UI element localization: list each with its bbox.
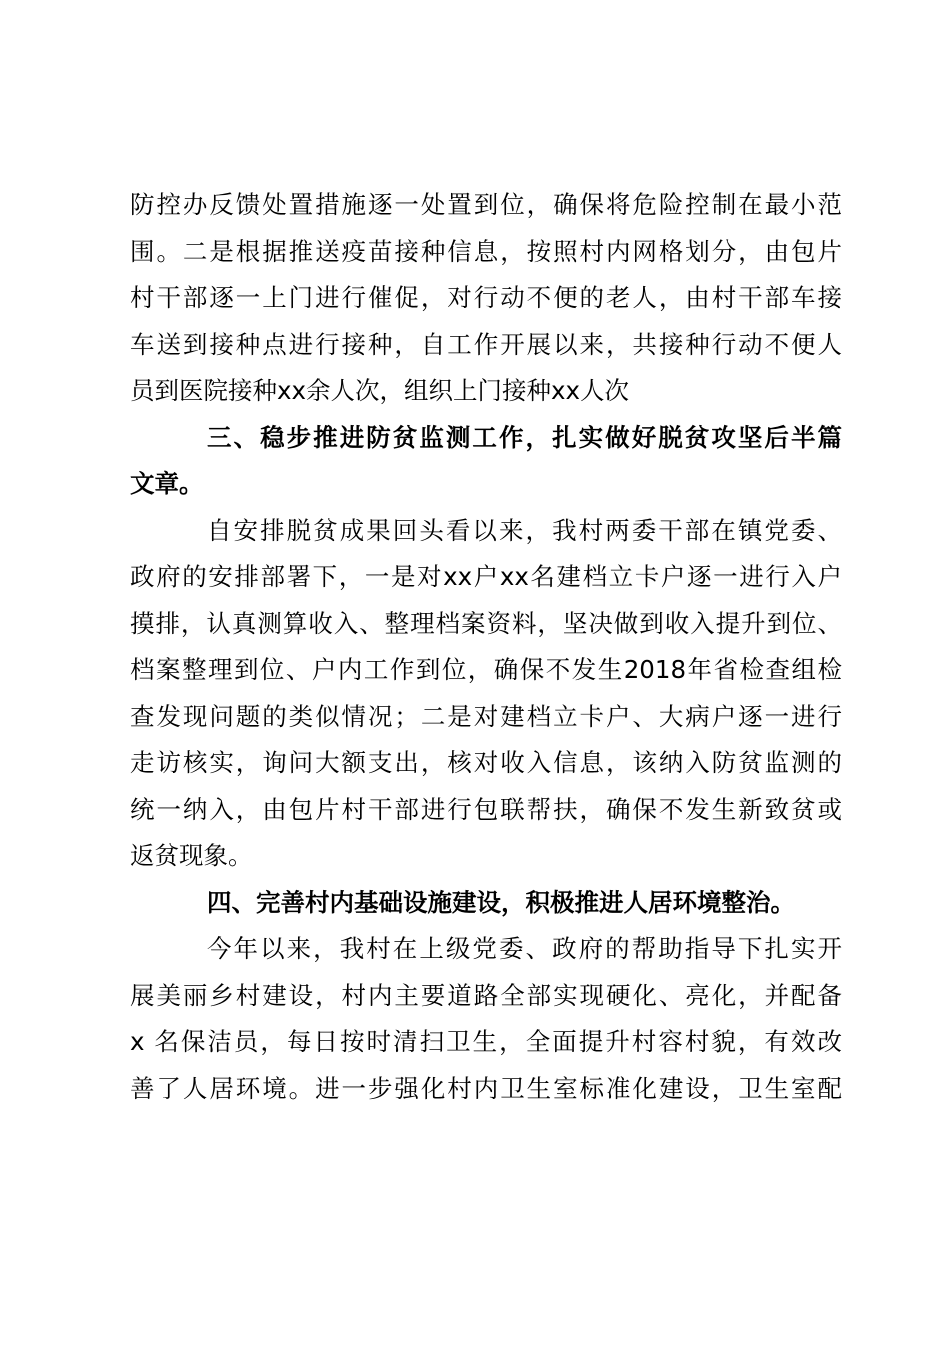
- text-line: 车送到接种点进行接种，自工作开展以来，共接种行动不便人: [130, 329, 842, 359]
- section-heading-4: 四、完善村内基础设施建设，积极推进人居环境整治。: [207, 887, 795, 917]
- paragraph-first-line: 今年以来，我村在上级党委、政府的帮助指导下扎实开: [207, 934, 842, 963]
- text-line: 围。二是根据推送疫苗接种信息，按照村内网格划分，由包片: [130, 236, 842, 266]
- paragraph-first-line: 自安排脱贫成果回头看以来，我村两委干部在镇党委、: [207, 515, 842, 545]
- text-line: 员到医院接种xx余人次，组织上门接种xx人次: [130, 376, 629, 405]
- text-line: 村干部逐一上门进行催促，对行动不便的老人，由村干部车接: [130, 283, 842, 312]
- text-line: 展美丽乡村建设，村内主要道路全部实现硬化、亮化，并配备: [130, 980, 842, 1010]
- text-line: x 名保洁员，每日按时清扫卫生，全面提升村容村貌，有效改: [130, 1027, 842, 1056]
- text-line: 统一纳入，由包片村干部进行包联帮扶，确保不发生新致贫或: [130, 794, 842, 824]
- text-line: 政府的安排部署下，一是对xx户xx名建档立卡户逐一进行入户: [130, 562, 842, 591]
- document-body: [130, 182, 842, 1112]
- text-line: 档案整理到位、户内工作到位，确保不发生2018年省检查组检: [130, 655, 842, 684]
- text-line: 善了人居环境。进一步强化村内卫生室标准化建设，卫生室配: [130, 1073, 842, 1103]
- section-heading-3: 三、稳步推进防贫监测工作，扎实做好脱贫攻坚后半篇: [207, 422, 842, 452]
- text-line: 返贫现象。: [130, 841, 253, 870]
- text-line: 走访核实，询问大额支出，核对收入信息，该纳入防贫监测的: [130, 748, 842, 777]
- text-line: 摸排，认真测算收入、整理档案资料，坚决做到收入提升到位、: [130, 608, 842, 638]
- text-line: 防控办反馈处置措施逐一处置到位，确保将危险控制在最小范: [130, 190, 842, 219]
- section-heading-3-cont: 文章。: [130, 469, 204, 498]
- text-line: 查发现问题的类似情况；二是对建档立卡户、大病户逐一进行: [130, 701, 842, 731]
